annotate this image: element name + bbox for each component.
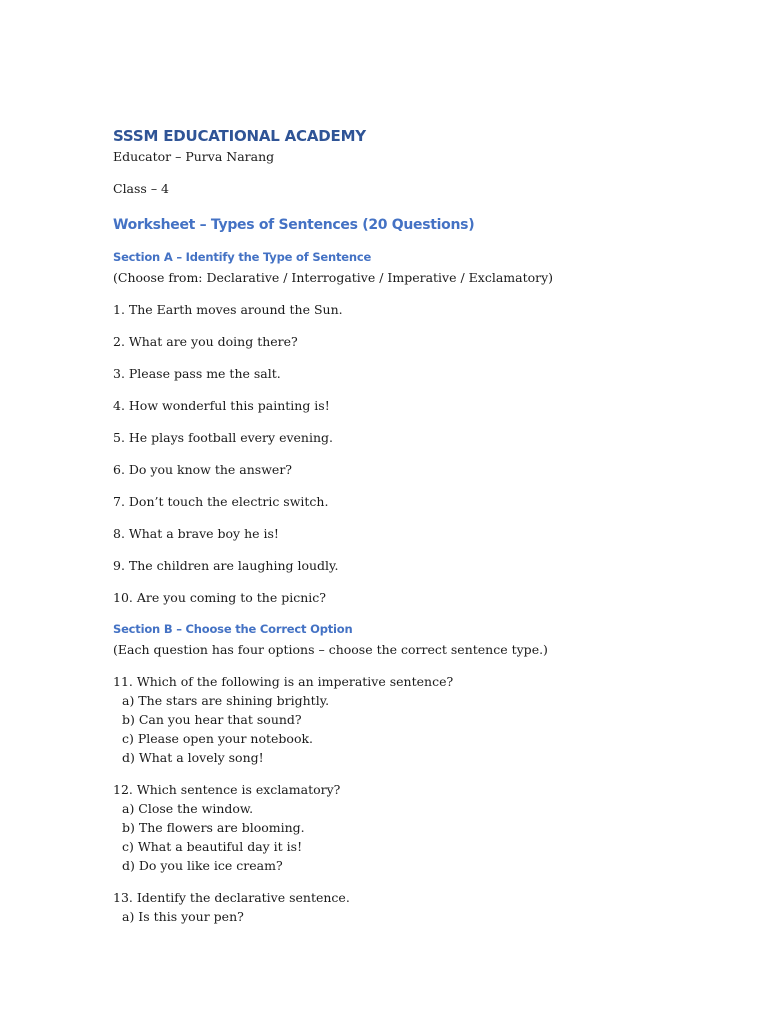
mcq-question-text: 11. Which of the following is an imperative sentence? xyxy=(113,674,454,689)
mcq-option: b) The flowers are blooming. xyxy=(122,820,305,835)
question-item: 2. What are you doing there? xyxy=(113,334,298,349)
educator-line: Educator – Purva Narang xyxy=(113,149,275,164)
worksheet-title: Worksheet – Types of Sentences (20 Questions) xyxy=(113,217,475,233)
mcq-question-text: 13. Identify the declarative sentence. xyxy=(113,890,350,905)
org-title: SSSM EDUCATIONAL ACADEMY xyxy=(113,127,366,145)
mcq-question-text: 12. Which sentence is exclamatory? xyxy=(113,782,341,797)
mcq-question xyxy=(113,780,713,875)
mcq-option: d) Do you like ice cream? xyxy=(122,858,283,873)
mcq-option: a) Is this your pen? xyxy=(122,909,244,924)
mcq-option: d) What a lovely song! xyxy=(122,750,264,765)
mcq-question xyxy=(113,888,713,926)
question-item: 10. Are you coming to the picnic? xyxy=(113,590,326,605)
mcq-option: a) The stars are shining brightly. xyxy=(122,693,330,708)
question-item: 8. What a brave boy he is! xyxy=(113,526,279,541)
section-a-note: (Choose from: Declarative / Interrogative / Imperative / Exclamatory) xyxy=(113,270,554,285)
question-item: 7. Don’t touch the electric switch. xyxy=(113,494,329,509)
section-a-title: Section A – Identify the Type of Sentence xyxy=(113,250,372,264)
question-item: 5. He plays football every evening. xyxy=(113,430,333,445)
question-item: 9. The children are laughing loudly. xyxy=(113,558,339,573)
document-page xyxy=(113,124,713,926)
class-line: Class – 4 xyxy=(113,181,169,196)
mcq-question xyxy=(113,672,713,767)
mcq-option: c) Please open your notebook. xyxy=(122,731,314,746)
question-item: 3. Please pass me the salt. xyxy=(113,366,281,381)
question-item: 1. The Earth moves around the Sun. xyxy=(113,302,343,317)
section-b-title: Section B – Choose the Correct Option xyxy=(113,622,353,636)
mcq-option: a) Close the window. xyxy=(122,801,254,816)
question-item: 4. How wonderful this painting is! xyxy=(113,398,330,413)
mcq-option: b) Can you hear that sound? xyxy=(122,712,302,727)
mcq-option: c) What a beautiful day it is! xyxy=(122,839,303,854)
section-a-question-list xyxy=(113,300,713,607)
question-item: 6. Do you know the answer? xyxy=(113,462,292,477)
section-b-note: (Each question has four options – choose the correct sentence type.) xyxy=(113,642,548,657)
